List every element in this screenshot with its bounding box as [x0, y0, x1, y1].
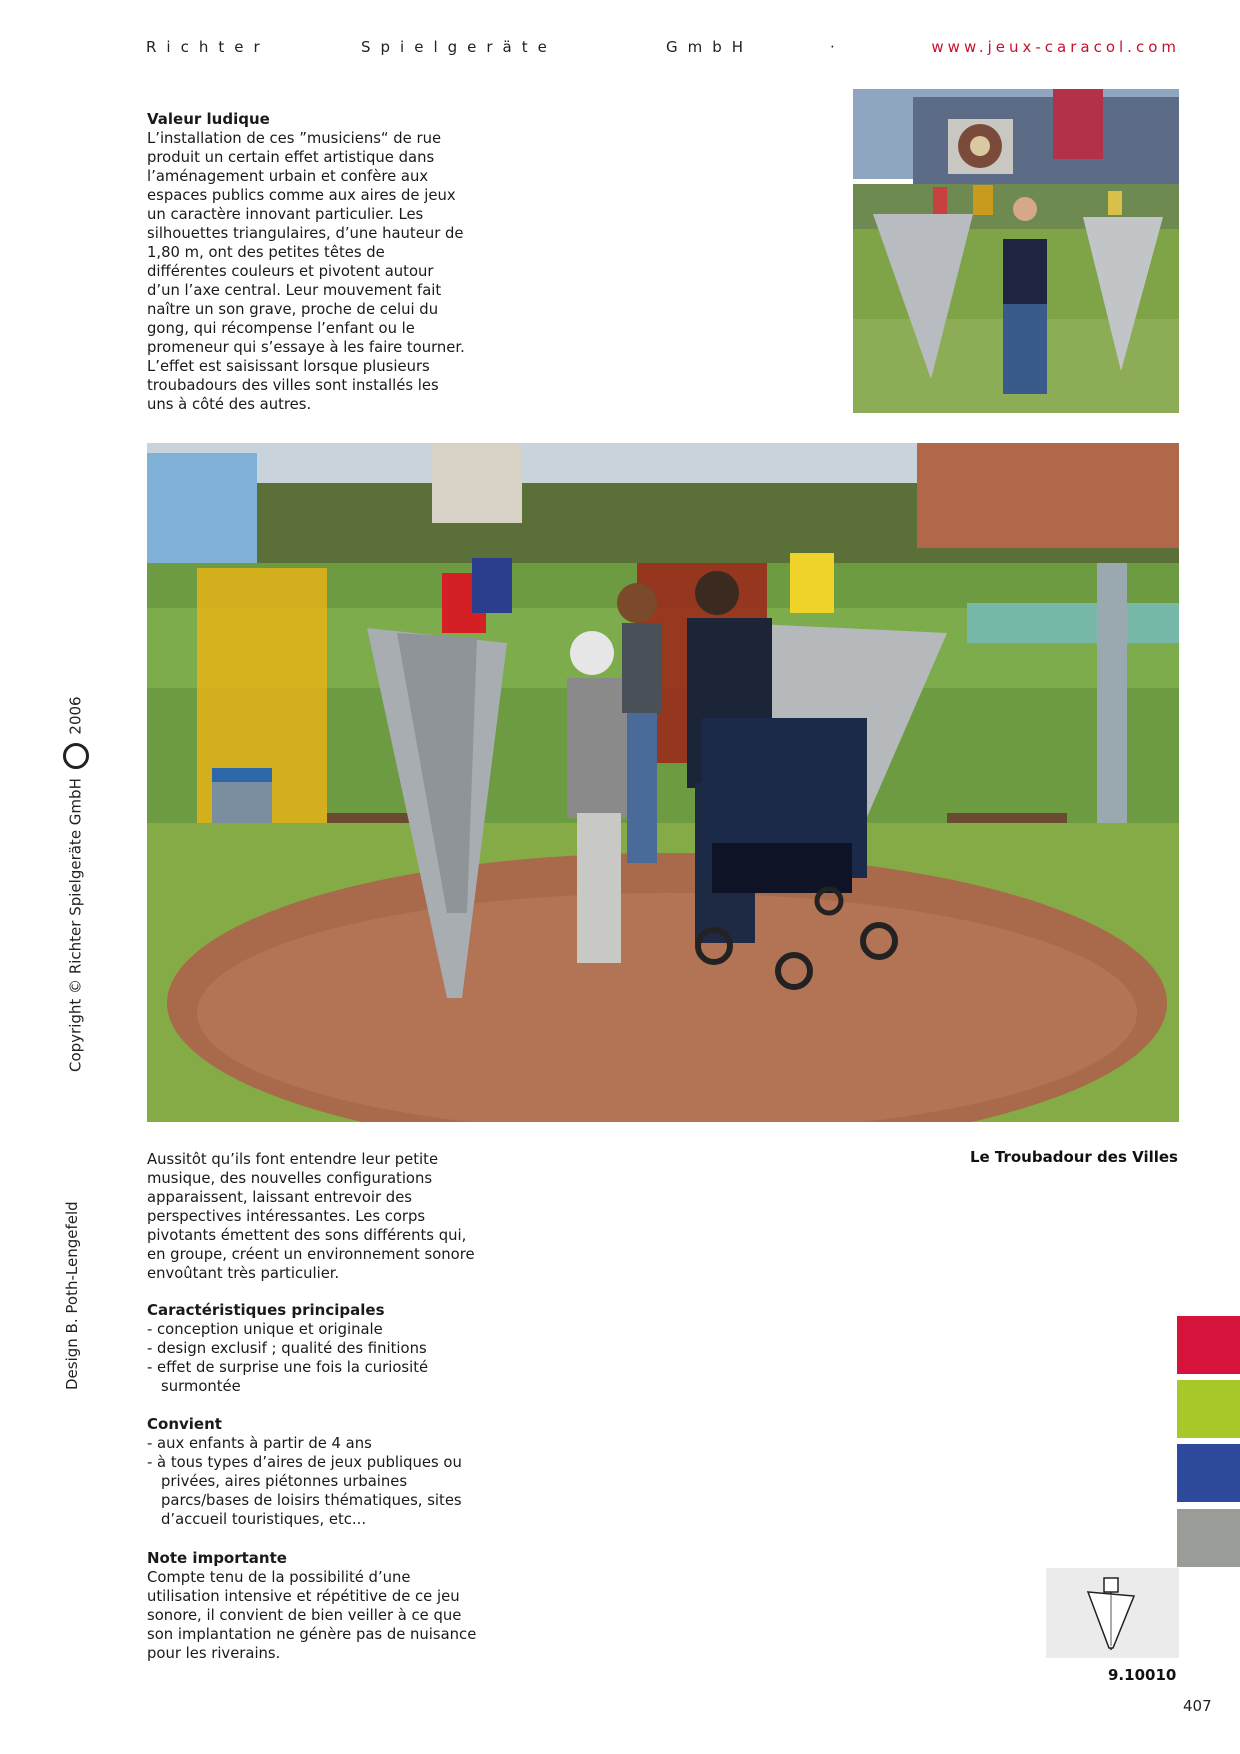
top-product-photo	[853, 89, 1179, 413]
color-swatch-blue	[1177, 1444, 1240, 1502]
page-header	[146, 38, 1180, 62]
header-website-link[interactable]: www.jeux-caracol.com	[931, 38, 1180, 56]
top-photo-illustration	[853, 89, 1179, 413]
color-swatch-green	[1177, 1380, 1240, 1438]
copyright-text: Copyright © Richter Spielgeräte GmbH	[66, 778, 85, 1072]
list-item: - conception unique et originale	[147, 1320, 487, 1339]
note-heading: Note importante	[147, 1549, 287, 1567]
copyright-vertical-text	[63, 696, 89, 1072]
product-pictogram	[1046, 1568, 1179, 1658]
intro-heading: Valeur ludique	[147, 110, 270, 128]
list-item: - effet de surprise une fois la curiosité surmontée	[147, 1358, 487, 1396]
product-name: Le Troubadour des Villes	[969, 1148, 1178, 1166]
pictogram-icon	[1046, 1568, 1179, 1658]
list-item: - design exclusif ; qualité des finitions	[147, 1339, 487, 1358]
features-heading: Caractéristiques principales	[147, 1301, 385, 1319]
features-list	[147, 1320, 487, 1396]
header-company-word-2: Spielgeräte	[361, 38, 557, 56]
product-code: 9.10010	[1108, 1666, 1177, 1684]
list-item: - à tous types d’aires de jeux publiques ou privées, aires piétonnes urbaines parcs/bases de loisirs thématiques, sites d’accueil touristiques, etc...	[147, 1453, 477, 1529]
note-section	[147, 1549, 477, 1663]
intro-body: L’installation de ces ”musiciens“ de rue produit un certain effet artistique dans l’aménagement urbain et confère aux espaces publics comme aux aires de jeux un caractère innovant particulier. Les silhouettes triangulaires, d’une hauteur de 1,80 m, ont des petites têtes de différentes couleurs et pivotent autour d’un l’axe central. Leur mouvement fait naître un son grave, proche de celui du gong, qui récompense l’enfant ou le promeneur qui s’essaye à les faire tourner. L’effet est saisissant lorsque plusieurs troubadours des villes sont installés les uns à côté des autres.	[147, 130, 465, 413]
suitable-heading: Convient	[147, 1415, 222, 1433]
description-section	[147, 1150, 477, 1283]
features-section	[147, 1301, 487, 1396]
header-separator: ·	[830, 38, 845, 56]
color-swatch-grey	[1177, 1509, 1240, 1567]
main-product-photo	[147, 443, 1179, 1122]
header-company-word-1: Richter	[146, 38, 270, 56]
designer-vertical-text: Design B. Poth-Lengefeld	[63, 1201, 81, 1390]
header-company-word-3: GmbH	[666, 38, 754, 56]
suitable-section	[147, 1415, 477, 1529]
note-body: Compte tenu de la possibilité d’une utilisation intensive et répétitive de ce jeu sonore, il convient de bien veiller à ce que son implantation ne génère pas de nuisance pour les riverains.	[147, 1569, 477, 1662]
copyright-year: 2006	[66, 696, 85, 735]
description-body: Aussitôt qu’ils font entendre leur petite musique, des nouvelles configurations apparaissent, laissant entrevoir des perspectives intéressantes. Les corps pivotants émettent des sons différents qui, en groupe, créent un environnement sonore envoûtant très particulier.	[147, 1151, 475, 1282]
main-photo-illustration	[147, 443, 1179, 1122]
intro-section	[147, 110, 465, 414]
color-swatch-red	[1177, 1316, 1240, 1374]
page-number: 407	[1183, 1697, 1212, 1715]
suitable-list	[147, 1434, 477, 1529]
copyright-logo	[63, 743, 89, 769]
list-item: - aux enfants à partir de 4 ans	[147, 1434, 477, 1453]
